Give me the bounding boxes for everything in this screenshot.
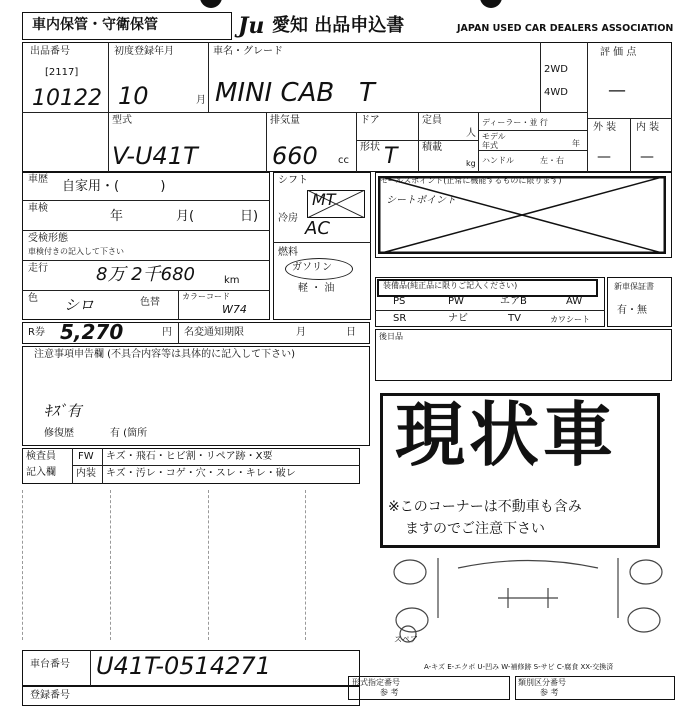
score-value: — — [608, 80, 626, 101]
warranty-label: 新車保証書 — [614, 282, 654, 291]
score-int-value: — — [640, 149, 654, 165]
equipment-navi: ナビ — [448, 313, 468, 324]
equipment-sr: SR — [393, 313, 407, 324]
repair-label: 修復歴 — [44, 428, 74, 439]
inspection-year: 年 — [110, 209, 124, 224]
registration-value: 10 — [118, 82, 149, 110]
selling-point-cross — [378, 176, 666, 254]
equipment-aw: AW — [566, 296, 583, 307]
lot-number: 10122 — [32, 86, 102, 111]
ju-logo: Ju — [238, 13, 265, 39]
fuel-diesel: 軽 ・ 油 — [298, 283, 335, 294]
storage-label: 車内保管・守衛保管 — [32, 17, 158, 33]
model-label: 型式 — [112, 115, 132, 126]
registration-label: 初度登録年月 — [114, 46, 174, 57]
door-label: ドア — [360, 115, 380, 126]
inspector-int-text: キズ・汚レ・コゲ・穴・スレ・キレ・破レ — [106, 468, 296, 479]
name-change-label: 名変通知期限 — [184, 327, 244, 338]
equipment-label: 装備品(純正品に限りご記入ください) — [383, 281, 518, 290]
load-label: 積載 — [422, 142, 442, 153]
color-swap: 色替 — [140, 297, 160, 308]
color-code-value: W74 — [222, 303, 247, 316]
shift-value: MT — [312, 190, 336, 209]
form-title: 愛知 出品申込書 — [272, 15, 405, 36]
inspector-interior: 内装 — [76, 468, 96, 479]
inspection-month: 月( — [176, 209, 195, 224]
diagram-legend: A-キズ E-エクボ U-凹み W-補修跡 S-サビ C-腐食 XX-交換済 — [424, 663, 614, 671]
equipment-pw: PW — [448, 296, 464, 307]
association-name: JAPAN USED CAR DEALERS ASSOCIATION — [457, 23, 674, 34]
inspection-day: 日) — [240, 209, 259, 224]
color-code-label: カラーコード — [182, 292, 230, 301]
inspector-label-1: 検査員 — [26, 451, 56, 462]
class-label: 類別区分番号 — [518, 678, 566, 687]
name-change-day: 日 — [346, 327, 356, 338]
engine-unit: cc — [338, 155, 349, 166]
car-name-value: MINI CAB T — [215, 78, 375, 108]
later-box — [375, 329, 672, 381]
chassis-label: 車台番号 — [30, 659, 70, 670]
dealer-year-unit: 年 — [572, 139, 580, 148]
car-diagram — [388, 548, 668, 648]
stamp-line-1: ※このコーナーは不動車も含み — [388, 499, 582, 515]
wd4-label: 4WD — [544, 87, 568, 98]
fuel-label: 燃料 — [278, 247, 298, 258]
receive-label: 受検形態 — [28, 233, 68, 244]
usage-label: 車歴 — [28, 174, 48, 185]
shape-value: T — [384, 144, 398, 169]
registration-suffix: 月 — [196, 95, 206, 106]
dealer-year: 年式 — [482, 141, 498, 150]
mileage-unit: km — [224, 275, 240, 286]
binder-hole-left — [200, 0, 222, 8]
score-int-label: 内 装 — [636, 122, 660, 133]
color-value: シロ — [64, 296, 95, 314]
equipment-leather: カワシート — [550, 315, 590, 324]
load-unit: kg — [466, 159, 476, 168]
wd2-label: 2WD — [544, 64, 568, 75]
score-ext-value: — — [597, 149, 611, 165]
fuel-gas: ガソリン — [292, 262, 332, 273]
equipment-ps: PS — [393, 296, 406, 307]
equipment-airbag: エアB — [500, 296, 527, 307]
capacity-label: 定員 — [422, 115, 442, 126]
spare-label: スペア — [394, 635, 418, 644]
model-value: V-U41T — [112, 142, 198, 170]
lot-sub: [2117] — [45, 67, 79, 78]
usage-value: 自家用・( ) — [62, 179, 166, 194]
dealer-handle-value: 左・右 — [540, 156, 564, 165]
shape-label: 形状 — [360, 142, 380, 153]
registration-no-box — [22, 686, 360, 706]
lot-label: 出品番号 — [30, 46, 70, 57]
registration-no-label: 登録番号 — [30, 690, 70, 701]
recycle-label: R券 — [28, 327, 45, 338]
stamp-big: 現状車 — [395, 393, 617, 476]
color-label: 色 — [28, 293, 38, 304]
cool-label: 冷房 — [278, 213, 298, 224]
stamp-line-2: ますのでご注意下さい — [405, 521, 545, 537]
binder-hole-right — [480, 0, 502, 8]
engine-label: 排気量 — [270, 115, 300, 126]
notes-hand: ｷｽﾞ有 — [44, 402, 82, 420]
notes-label: 注意事項申告欄 (不具合内容等は具体的に記入して下さい) — [34, 349, 295, 360]
inspector-fw-text: キズ・飛石・ヒビ割・リペア跡・X要 — [106, 451, 273, 462]
shift-label: シフト — [278, 175, 308, 186]
selling-point-note: シートポイント — [386, 195, 456, 206]
name-change-month: 月 — [296, 327, 306, 338]
equipment-tv: TV — [508, 313, 521, 324]
inspector-fw: FW — [78, 451, 94, 462]
recycle-unit: 円 — [162, 327, 172, 338]
notes-box — [22, 346, 370, 446]
warranty-value: 有・無 — [617, 305, 647, 316]
recycle-value: 5,270 — [60, 320, 124, 344]
type-label: 形式指定番号 — [352, 678, 400, 687]
mileage-label: 走行 — [28, 263, 48, 274]
type-ref: 参 考 — [380, 688, 399, 697]
receive-note: 車検付きの記入して下さい — [28, 247, 124, 256]
later-label: 後日品 — [379, 332, 403, 341]
score-ext-label: 外 装 — [593, 122, 617, 133]
cool-value: AC — [305, 218, 330, 239]
score-label: 評 価 点 — [600, 47, 637, 58]
inspector-label-2: 記入欄 — [26, 467, 56, 478]
selling-point-label: セールスポイント(正常に機能するものに限ります) — [380, 176, 562, 185]
chassis-value: U41T-0514271 — [96, 652, 271, 680]
dealer-handle: ハンドル — [482, 156, 514, 165]
engine-value: 660 — [272, 142, 318, 170]
dealer-line: ディーラー・並 行 — [482, 118, 548, 127]
class-ref: 参 考 — [540, 688, 559, 697]
mileage-value: 8万 2千680 — [96, 264, 195, 285]
car-name-label: 車名・グレード — [213, 46, 283, 57]
inspection-label: 車検 — [28, 203, 48, 214]
capacity-unit: 人 — [466, 128, 476, 139]
repair-value: 有 (箇所 — [110, 428, 148, 439]
dealer-model: モデル — [482, 132, 506, 141]
